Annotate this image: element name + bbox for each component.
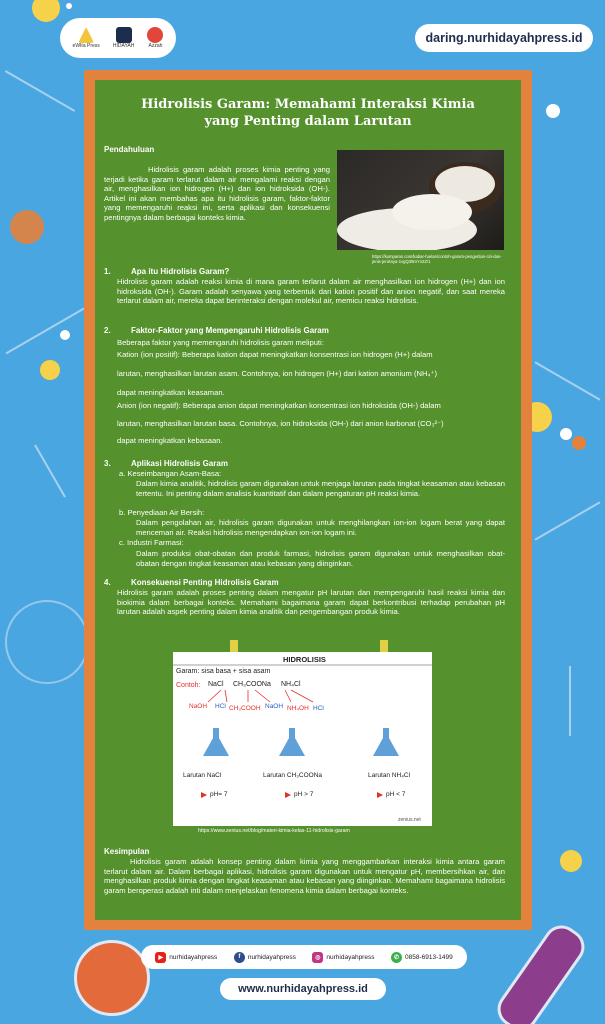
ph-nh4cl: pH < 7 — [386, 791, 406, 798]
section-3b-heading: b. Penyediaan Air Bersih: — [119, 508, 205, 517]
logo-azzah: Azzah — [147, 27, 163, 49]
social-bar — [141, 945, 467, 969]
yellow-atom-icon — [32, 0, 60, 22]
section-3c-heading: c. Industri Farmasi: — [119, 538, 184, 547]
section-2-cation-line1: Kation (ion positif): Beberapa kation dapat meningkatkan konsentrasi ion hidrogen (H+) dalam — [117, 350, 433, 359]
site-url-bottom[interactable]: www.nurhidayahpress.id — [220, 978, 386, 1000]
yellow-atom-icon — [40, 360, 60, 380]
section-3-heading: Aplikasi Hidrolisis Garam — [131, 459, 228, 468]
flask-nacl-icon — [203, 728, 229, 756]
facebook-icon: f — [234, 952, 245, 963]
conclusion-text: Hidrolisis garam adalah konsep penting dalam kimia yang menggambarkan interaksi kimia antara garam terlarut dalam air. Dalam berbagai aplikasi, hidrolisis garam digunakan untuk mengatur pH, membersihkan air, dan menghasilkan produk kimia dengan tingkat keasaman atau kebasan yang diinginkan. Memahami bagaimana hidrolisis garam beroperasi adalah inti dalam menjelaskan fenomena kimia dalam berbagai konteks. — [104, 857, 505, 895]
section-4-heading: Konsekuensi Penting Hidrolisis Garam — [131, 578, 279, 587]
section-1-heading: Apa itu Hidrolisis Garam? — [131, 267, 230, 276]
diagram-salt-ch3coona: CH₃COONa — [233, 681, 271, 688]
ph-nacl: pH= 7 — [210, 791, 228, 798]
section-1-text: Hidrolisis garam adalah reaksi kimia di mana garam terlarut dalam air menghasilkan ion hidrogen (H+) dan ion hidroksida (OH-). Garam adalah senyawa yang terbentuk dari kation positif dan anion negatif, dan saat mereka terlarut dalam air, mereka dapat berinteraksi dengan molekul air, memicu reaksi hidrolisis. — [117, 277, 505, 306]
diagram-contoh-label: Contoh: — [176, 682, 201, 689]
section-4-number: 4. — [104, 578, 111, 587]
diagram-title: HIDROLISIS — [283, 655, 326, 664]
atom-orbit-icon — [5, 600, 89, 684]
whatsapp-icon: ✆ — [391, 952, 402, 963]
section-3-number: 3. — [104, 459, 111, 468]
flask-label-nh4cl: Larutan NH₄Cl — [368, 772, 411, 779]
diagram-salt-nacl: NaCl — [208, 681, 224, 688]
product-naoh: NaOH — [189, 703, 208, 710]
arrow-icon — [201, 792, 207, 798]
flask-label-nacl: Larutan NaCl — [183, 772, 222, 779]
section-2-cation-line2: larutan, menghasilkan larutan asam. Contohnya, ion hidrogen (H+) dari kation amonium (NH₄⁺) — [117, 369, 438, 378]
section-3a-heading: a. Keseimbangan Asam-Basa: — [119, 469, 222, 478]
instagram-link[interactable]: ◎ nurhidayahpress — [312, 952, 374, 963]
youtube-icon: ▶ — [155, 952, 166, 963]
product-nh4oh: NH₄OH — [287, 705, 309, 712]
flask-ch3coona-icon — [279, 728, 305, 756]
conclusion-heading: Kesimpulan — [104, 847, 150, 856]
ewita-logo-icon — [78, 27, 94, 43]
section-2-heading: Faktor-Faktor yang Mempengaruhi Hidrolisis Garam — [131, 326, 329, 335]
section-2-anion-line1: Anion (ion negatif): Beberapa anion dapat meningkatkan konsentrasi ion hidroksida (OH-) dalam — [117, 401, 441, 410]
publisher-logos — [60, 18, 176, 58]
section-3c-text: Dalam produksi obat-obatan dan produk farmasi, hidrolisis garam digunakan untuk menghasilkan obat-obatan dengan tingkat keasaman atau kebasan yang diinginkan. — [136, 549, 505, 568]
section-2-number: 2. — [104, 326, 111, 335]
section-4-text: Hidrolisis garam adalah proses penting dalam mengatur pH larutan dan mempengaruhi hasil reaksi kimia dan biokimia dalam berbagai konteks. Memahami bagaimana garam dapat berkontribusi terhadap perubahan pH larutan adalah aspek penting dalam kimia analitik dan pengembangan produk kimia. — [117, 588, 505, 617]
arrow-icon — [377, 792, 383, 798]
orange-atom-icon — [10, 210, 44, 244]
hidayah-logo-icon — [116, 27, 132, 43]
diagram-salt-nh4cl: NH₄Cl — [281, 681, 301, 688]
diagram-brand: zenius.net — [398, 817, 421, 823]
section-3a-text: Dalam kimia analitik, hidrolisis garam digunakan untuk menjaga larutan pada tingkat keasaman atau kebasan tertentu. Ini penting dalam analisis kuantitatif dan dalam pengaturan pH reaksi kimia. — [136, 479, 505, 498]
section-3b-text: Dalam pengolahan air, hidrolisis garam digunakan untuk menghilangkan ion-ion logam berat yang dapat mencemari air. Reaksi hidrolisis mengendapkan ion-ion logam ini. — [136, 518, 505, 537]
product-naoh-2: NaOH — [265, 703, 284, 710]
azzah-logo-icon — [147, 27, 163, 43]
logo-hidayah: HIDAYAH — [113, 27, 134, 49]
section-2-anion-line2: larutan, menghasilkan larutan basa. Contohnya, ion hidroksida (OH-) dari anion karbonat (CO₃²⁻) — [117, 419, 444, 428]
youtube-link[interactable]: ▶ nurhidayahpress — [155, 952, 217, 963]
intro-heading: Pendahuluan — [104, 145, 155, 154]
facebook-link[interactable]: f nurhidayahpress — [234, 952, 296, 963]
whatsapp-link[interactable]: ✆ 0858-6913-1499 — [391, 952, 453, 963]
product-hcl-2: HCl — [313, 705, 324, 712]
intro-text: Hidrolisis garam adalah proses kimia penting yang terjadi ketika garam terlarut dalam air mengalami reaksi dengan air, menghasilkan ion hidrogen (H+) dan ion hidroksida (OH-). Artikel ini akan membahas apa itu hidrolisis garam, faktor-faktor yang memengaruhi reaksi ini, serta aplikasi dan konsekuensi pentingnya dalam berbagai konteks kimia. — [104, 165, 330, 222]
flask-icon — [74, 940, 150, 1016]
section-1-number: 1. — [104, 267, 111, 276]
logo-ewita: eWIta Press — [73, 27, 100, 49]
product-ch3cooh: CH₃COOH — [229, 705, 261, 712]
flask-label-ch3coona: Larutan CH₃COONa — [263, 772, 323, 779]
site-url-top[interactable]: daring.nurhidayahpress.id — [415, 24, 593, 52]
section-2-cation-line3: dapat meningkatkan keasaman. — [117, 388, 225, 397]
section-2-intro: Beberapa faktor yang memengaruhi hidrolisis garam meliputi: — [117, 338, 324, 347]
product-hcl: HCl — [215, 703, 226, 710]
section-2-anion-line3: dapat meningkatkan kebasaan. — [117, 436, 223, 445]
diagram-formula: Garam: sisa basa + sisa asam — [176, 668, 271, 675]
arrow-icon — [285, 792, 291, 798]
diagram-caption[interactable]: https://www.zenius.net/blog/materi-kimia-kelas-11-hidrolisis-garam — [198, 828, 350, 834]
test-tube-icon — [491, 918, 592, 1024]
ph-ch3coona: pH > 7 — [294, 791, 314, 798]
salt-photo — [337, 150, 504, 250]
photo-caption[interactable]: https://kumparan.com/kabar-harian/contoh-garam-pengertian-ciri-dan-jenis-jenisnya-1vgQ39mYn2Z/1 — [372, 254, 502, 264]
hydrolysis-diagram — [173, 652, 432, 826]
instagram-icon: ◎ — [312, 952, 323, 963]
article-title: Hidrolisis Garam: Memahami Interaksi Kimia yang Penting dalam Larutan — [141, 97, 475, 129]
flask-nh4cl-icon — [373, 728, 399, 756]
